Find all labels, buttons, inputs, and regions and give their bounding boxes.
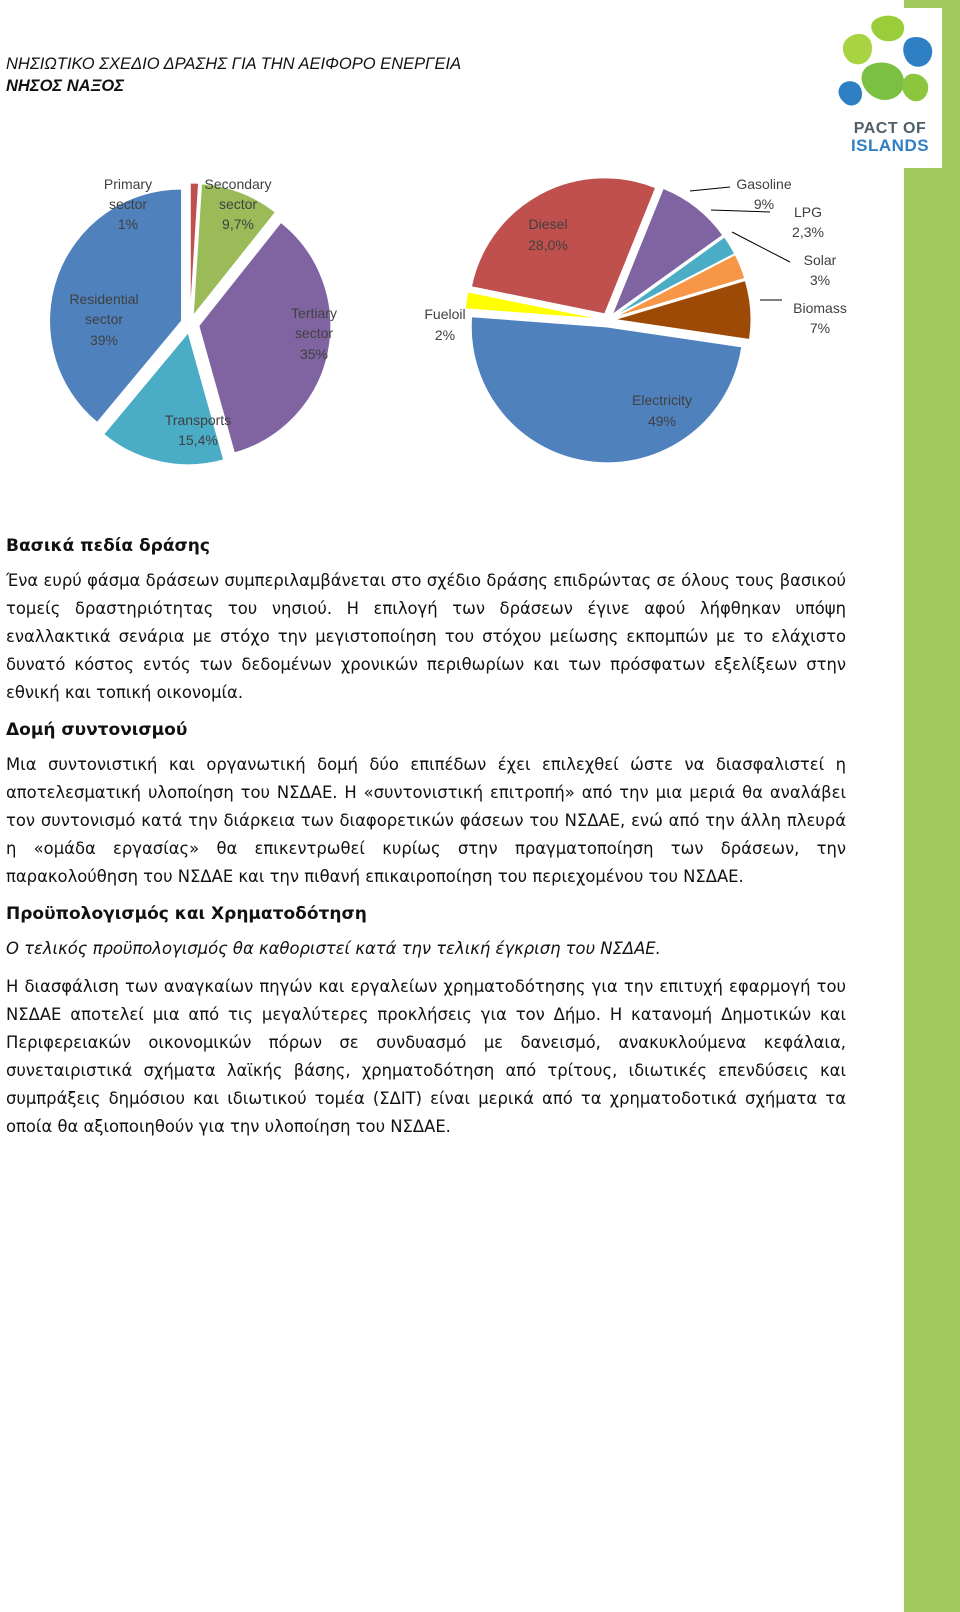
paragraph-coordination: Μια συντονιστική και οργανωτική δομή δύο επιπέδων έχει επιλεχθεί ώστε να διασφαλιστεί η αποτελεσματική υλοποίηση του ΝΣΔΑΕ. Η «συντονιστική επιτροπή» από την μια μεριά θα αναλάβει τον συντονισμό κατά την διάρκεια των διαφορετικών φάσεων του ΝΣΔΑΕ, ενώ από την άλλη πλευρά η «ομάδα εργασίας» θα επικεντρωθεί κυρίως στην πραγματοποίηση των δράσεων, την παρακολούθηση του ΝΣΔΑΕ και την πιθανή επικαιροποίηση του περιεχομένου του ΝΣΔΑΕ. <box>6 755 846 886</box>
pie1-label-secondary-name: Secondary sector <box>204 176 272 212</box>
pie1-label-tertiary-value: 35% <box>299 346 329 362</box>
pie2-label-electricity-name: Electricity <box>632 392 692 408</box>
charts-area <box>0 170 880 490</box>
paragraph-action-fields: Ένα ευρύ φάσμα δράσεων συμπεριλαμβάνεται στο σχέδιο δράσης επιδρώντας σε όλους τους βασικού τομείς δραστηριότητας του νησιού. Η επιλογή των δράσεων έγινε αφού λήφθηκαν υπόψη εναλλακτικά σενάρια με στόχο την μεγιστοποίηση του στόχου μείωσης εκπομπών με το ελάχιστο δυνατό κόστος εντός των δεδομένων χρονικών περιθωρίων και των πρόσφατων εξελίξεων στην εθνική και τοπική οικονομία. <box>6 571 846 702</box>
header-subtitle: ΝΗΣΟΣ ΝΑΞΟΣ <box>6 77 124 95</box>
pie-charts <box>0 170 880 490</box>
pie2-slice-electricity <box>471 317 742 463</box>
pie2-label-fueloil-value: 2% <box>434 327 456 343</box>
pie2-label-diesel-name: Diesel <box>528 216 568 232</box>
side-accent-bar <box>904 0 960 1612</box>
logo-text-line2: ISLANDS <box>850 136 930 155</box>
pie1-label-secondary-value: 9,7% <box>222 216 254 232</box>
section-heading-action-fields: Βασικά πεδία δράσης <box>6 536 210 556</box>
logo-text-line1: PACT OF <box>853 120 927 137</box>
islands-logo-icon <box>838 8 942 120</box>
document-body <box>6 533 846 1151</box>
pact-of-islands-logo <box>838 8 942 168</box>
pie1-label-primary-value: 1% <box>117 216 139 232</box>
pie1-label-transports-value: 15,4% <box>178 432 218 448</box>
paragraph-budget-funding: Η διασφάλιση των αναγκαίων πηγών και εργαλείων χρηματοδότησης για την επιτυχή εφαρμογή του ΝΣΔΑΕ αποτελεί μια από τις μεγαλύτερες προκλήσεις για τον Δήμο. Η κατανομή Δημοτικών και Περιφερειακών οικονομικών πόρων σε συνδυασμό με δανεισμό, ανακυκλούμενα κεφάλαια, συνεταιριστικά σχήματα λαϊκής βάσης, χρηματοδότηση από τρίτους, ιδιωτικές επενδύσεις και συμπράξεις δημόσιου και ιδιωτικού τομέα (ΣΔΙΤ) είναι μερικά από τα χρηματοδοτικά σχήματα τα οποία θα αξιοποιηθούν για την υλοποίηση του ΝΣΔΑΕ. <box>6 977 846 1136</box>
paragraph-budget-note: Ο τελικός προϋπολογισμός θα καθοριστεί κατά την τελική έγκριση του ΝΣΔΑΕ. <box>6 939 661 958</box>
pie1-label-residential-name: Residential sector <box>69 291 139 327</box>
pie1-label-primary-name: Primary sector <box>103 176 153 212</box>
pie2-label-biomass-name: Biomass <box>793 300 847 316</box>
pie1-label-tertiary-name: Tertiary sector <box>291 305 337 341</box>
pie1-label-transports-name: Transports <box>164 412 232 428</box>
document-header <box>6 53 461 97</box>
pie2-label-lpg-value: 2,3% <box>792 224 824 240</box>
pie2-label-solar-name: Solar <box>803 252 837 268</box>
pie2-label-electricity-value: 49% <box>647 413 677 429</box>
leader-line-solar <box>732 232 790 262</box>
pie2-label-solar-value: 3% <box>809 272 831 288</box>
pie2-label-gasoline-name: Gasoline <box>736 176 792 192</box>
pie2-label-lpg-name: LPG <box>793 204 823 220</box>
header-title: ΝΗΣΙΩΤΙΚΟ ΣΧΕΔΙΟ ΔΡΑΣΗΣ ΓΙΑ ΤΗΝ ΑΕΙΦΟΡΟ ΕΝΕΡΓΕΙΑ <box>6 55 462 73</box>
pie2-label-fueloil-name: Fueloil <box>424 306 466 322</box>
pie2-label-gasoline-value: 9% <box>753 196 775 212</box>
pie2-label-biomass-value: 7% <box>809 320 831 336</box>
pie1-label-residential-value: 39% <box>89 332 119 348</box>
section-heading-coordination: Δομή συντονισμού <box>6 720 188 740</box>
pie2-label-diesel-value: 28,0% <box>528 237 568 253</box>
leader-line-gasoline <box>690 187 730 191</box>
section-heading-budget: Προϋπολογισμός και Χρηματοδότηση <box>6 904 367 924</box>
